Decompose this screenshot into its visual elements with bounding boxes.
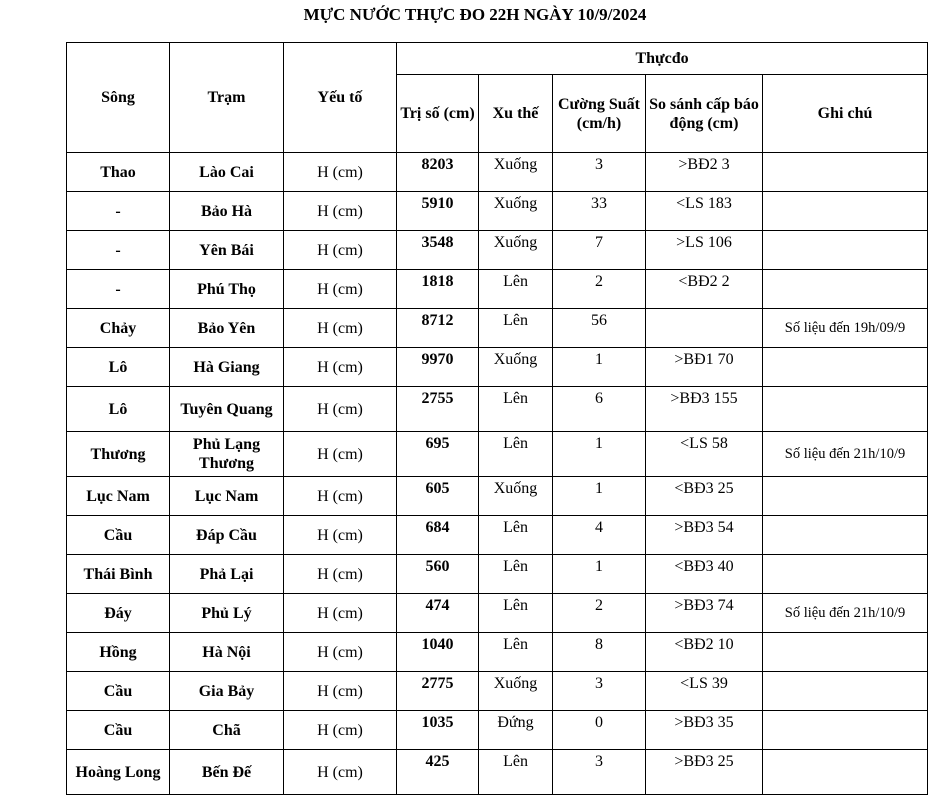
cell-value: 8712 [397,309,479,348]
cell-element: H (cm) [284,153,397,192]
cell-station: Phú Thọ [170,270,284,309]
cell-station: Yên Bái [170,231,284,270]
table-row [67,477,928,516]
cell-element: H (cm) [284,432,397,477]
table-row [67,309,928,348]
cell-element: H (cm) [284,750,397,795]
cell-value: 695 [397,432,479,477]
cell-compare: <LS 183 [646,192,763,231]
table-row [67,387,928,432]
cell-trend: Lên [479,555,553,594]
cell-trend: Xuống [479,672,553,711]
cell-element: H (cm) [284,270,397,309]
cell-element: H (cm) [284,516,397,555]
cell-trend: Lên [479,432,553,477]
cell-rate: 1 [553,477,646,516]
cell-station: Chã [170,711,284,750]
cell-note [763,555,928,594]
header-compare: So sánh cấp báo động (cm) [646,75,763,153]
cell-rate: 56 [553,309,646,348]
cell-rate: 0 [553,711,646,750]
cell-element: H (cm) [284,477,397,516]
cell-station: Hà Nội [170,633,284,672]
cell-compare: >BĐ3 25 [646,750,763,795]
cell-trend: Xuống [479,192,553,231]
cell-note [763,633,928,672]
cell-river: Hoàng Long [67,750,170,795]
cell-compare [646,309,763,348]
cell-rate: 3 [553,750,646,795]
cell-station: Phả Lại [170,555,284,594]
table-row [67,711,928,750]
cell-value: 1818 [397,270,479,309]
cell-value: 5910 [397,192,479,231]
cell-station: Phủ Lạng Thương [170,432,284,477]
cell-rate: 1 [553,555,646,594]
table-row [67,594,928,633]
cell-compare: >BĐ3 74 [646,594,763,633]
cell-river: - [67,270,170,309]
cell-value: 474 [397,594,479,633]
cell-river: Cầu [67,672,170,711]
table-row [67,270,928,309]
cell-note [763,672,928,711]
cell-element: H (cm) [284,711,397,750]
cell-rate: 4 [553,516,646,555]
cell-element: H (cm) [284,348,397,387]
cell-station: Đáp Cầu [170,516,284,555]
cell-compare: <BĐ3 25 [646,477,763,516]
cell-compare: >BĐ2 3 [646,153,763,192]
cell-element: H (cm) [284,555,397,594]
cell-value: 1035 [397,711,479,750]
cell-river: Lô [67,348,170,387]
cell-river: Cầu [67,711,170,750]
cell-river: Thao [67,153,170,192]
cell-station: Phủ Lý [170,594,284,633]
cell-note [763,270,928,309]
cell-station: Bảo Hà [170,192,284,231]
cell-element: H (cm) [284,192,397,231]
cell-river: Chảy [67,309,170,348]
cell-element: H (cm) [284,594,397,633]
table-row [67,153,928,192]
table-row [67,750,928,795]
table-row [67,555,928,594]
cell-value: 2755 [397,387,479,432]
table-row [67,432,928,477]
cell-compare: <BĐ2 2 [646,270,763,309]
table-row [67,633,928,672]
header-value: Trị số (cm) [397,75,479,153]
cell-compare: >BĐ1 70 [646,348,763,387]
cell-note [763,750,928,795]
cell-value: 425 [397,750,479,795]
cell-rate: 8 [553,633,646,672]
cell-note: Số liệu đến 21h/10/9 [763,594,928,633]
cell-river: - [67,192,170,231]
table-row [67,348,928,387]
water-level-table [66,42,928,795]
cell-trend: Lên [479,270,553,309]
cell-note [763,153,928,192]
cell-compare: >BĐ3 54 [646,516,763,555]
header-station: Trạm [170,43,284,153]
cell-trend: Lên [479,633,553,672]
cell-value: 605 [397,477,479,516]
cell-element: H (cm) [284,633,397,672]
cell-compare: <LS 39 [646,672,763,711]
cell-trend: Xuống [479,231,553,270]
table-row [67,672,928,711]
cell-value: 560 [397,555,479,594]
cell-note: Số liệu đến 21h/10/9 [763,432,928,477]
cell-station: Lào Cai [170,153,284,192]
cell-value: 9970 [397,348,479,387]
cell-river: - [67,231,170,270]
header-element: Yếu tố [284,43,397,153]
cell-note [763,348,928,387]
page-title: MỰC NƯỚC THỰC ĐO 22H NGÀY 10/9/2024 [303,5,647,24]
cell-rate: 3 [553,153,646,192]
cell-rate: 2 [553,270,646,309]
cell-compare: <BĐ2 10 [646,633,763,672]
cell-element: H (cm) [284,672,397,711]
cell-note [763,711,928,750]
cell-rate: 33 [553,192,646,231]
table-row [67,516,928,555]
cell-compare: >LS 106 [646,231,763,270]
cell-note [763,477,928,516]
cell-element: H (cm) [284,387,397,432]
cell-rate: 3 [553,672,646,711]
cell-note [763,192,928,231]
cell-station: Bến Đế [170,750,284,795]
cell-element: H (cm) [284,309,397,348]
header-rate: Cường Suất (cm/h) [553,75,646,153]
cell-value: 2775 [397,672,479,711]
cell-trend: Xuống [479,153,553,192]
cell-note [763,516,928,555]
header-river: Sông [67,43,170,153]
cell-river: Đáy [67,594,170,633]
cell-station: Tuyên Quang [170,387,284,432]
cell-rate: 7 [553,231,646,270]
cell-rate: 6 [553,387,646,432]
cell-river: Lục Nam [67,477,170,516]
cell-river: Hồng [67,633,170,672]
cell-trend: Lên [479,516,553,555]
cell-river: Lô [67,387,170,432]
cell-station: Bảo Yên [170,309,284,348]
header-measured: Thựcđo [397,43,928,75]
cell-river: Cầu [67,516,170,555]
cell-value: 3548 [397,231,479,270]
cell-rate: 2 [553,594,646,633]
cell-station: Hà Giang [170,348,284,387]
cell-river: Thái Bình [67,555,170,594]
cell-note [763,387,928,432]
cell-trend: Lên [479,750,553,795]
cell-compare: <LS 58 [646,432,763,477]
header-trend: Xu thế [479,75,553,153]
header-note: Ghi chú [763,75,928,153]
cell-rate: 1 [553,348,646,387]
cell-station: Lục Nam [170,477,284,516]
cell-element: H (cm) [284,231,397,270]
cell-value: 1040 [397,633,479,672]
cell-trend: Xuống [479,348,553,387]
cell-compare: >BĐ3 155 [646,387,763,432]
table-body [67,153,928,795]
cell-value: 684 [397,516,479,555]
cell-note [763,231,928,270]
table-row [67,192,928,231]
cell-trend: Lên [479,594,553,633]
cell-trend: Xuống [479,477,553,516]
cell-value: 8203 [397,153,479,192]
cell-trend: Lên [479,309,553,348]
cell-note: Số liệu đến 19h/09/9 [763,309,928,348]
cell-compare: <BĐ3 40 [646,555,763,594]
cell-station: Gia Bảy [170,672,284,711]
cell-trend: Đứng [479,711,553,750]
cell-trend: Lên [479,387,553,432]
table-row [67,231,928,270]
cell-river: Thương [67,432,170,477]
cell-compare: >BĐ3 35 [646,711,763,750]
cell-rate: 1 [553,432,646,477]
